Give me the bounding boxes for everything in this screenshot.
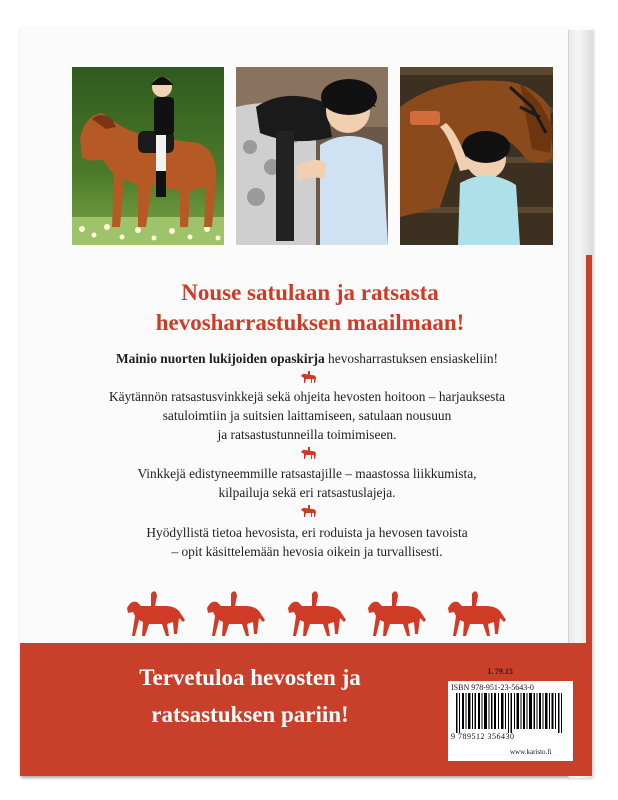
paragraph-2-line-2: kilpailuja sekä eri ratsastuslajeja. [218,485,396,500]
tagline-line-1: Tervetuloa hevosten ja [139,665,361,690]
horse-rider-divider-icon [300,370,318,384]
publisher-website: www.karisto.fi [510,748,552,756]
horse-rider-divider-icon [300,504,318,518]
horse-rider-silhouette-icon [366,590,428,638]
horse-rider-silhouette-icon [446,590,508,638]
headline-line-2: hevosharrastuksen maailmaan! [155,310,465,335]
horse-rider-divider-icon [300,446,318,460]
paragraph-2 [20,464,594,502]
girl-riding-horse-photo [72,67,224,245]
paragraph-2-line-1: Vinkkejä edistyneemmille ratsastajille – maastossa liikkumista, [137,466,477,481]
horse-rider-silhouette-icon [205,590,267,638]
barcode-panel [448,681,573,761]
tagline-line-2: ratsastuksen pariin! [151,702,349,727]
paragraph-3 [20,523,594,561]
paragraph-3-line-2: – opit käsittelemään hevosia oikein ja turvallisesti. [171,544,443,559]
intro-paragraph [20,349,594,368]
paragraph-1-line-3: ja ratsastustunneilla toimimiseen. [217,427,397,442]
intro-rest-text: hevosharrastuksen ensiaskeliin! [324,351,498,366]
barcode-icon [456,693,564,733]
girl-saddling-horse-photo [236,67,388,245]
isbn-text: ISBN 978-951-23-5643-0 [451,683,534,692]
paragraph-1-line-2: satuloimtiin ja suitsien laittamiseen, satulaan nousuun [162,408,452,423]
headline-line-1: Nouse satulaan ja ratsasta [181,280,439,305]
girl-grooming-horse-photo [400,67,553,245]
barcode-number: 9 789512 356430 [451,732,515,741]
paragraph-1-line-1: Käytännön ratsastusvinkkejä sekä ohjeita hevosten hoitoon – harjauksesta [108,389,506,404]
horse-rider-silhouette-icon [286,590,348,638]
intro-bold-text: Mainio nuorten lukijoiden opaskirja [115,351,325,366]
paragraph-3-line-1: Hyödyllistä tietoa hevosista, eri roduista ja hevosen tavoista [146,525,468,540]
horse-rider-silhouette-icon [125,590,187,638]
price-code: L 79.15 [488,667,513,676]
paragraph-1 [20,387,594,444]
